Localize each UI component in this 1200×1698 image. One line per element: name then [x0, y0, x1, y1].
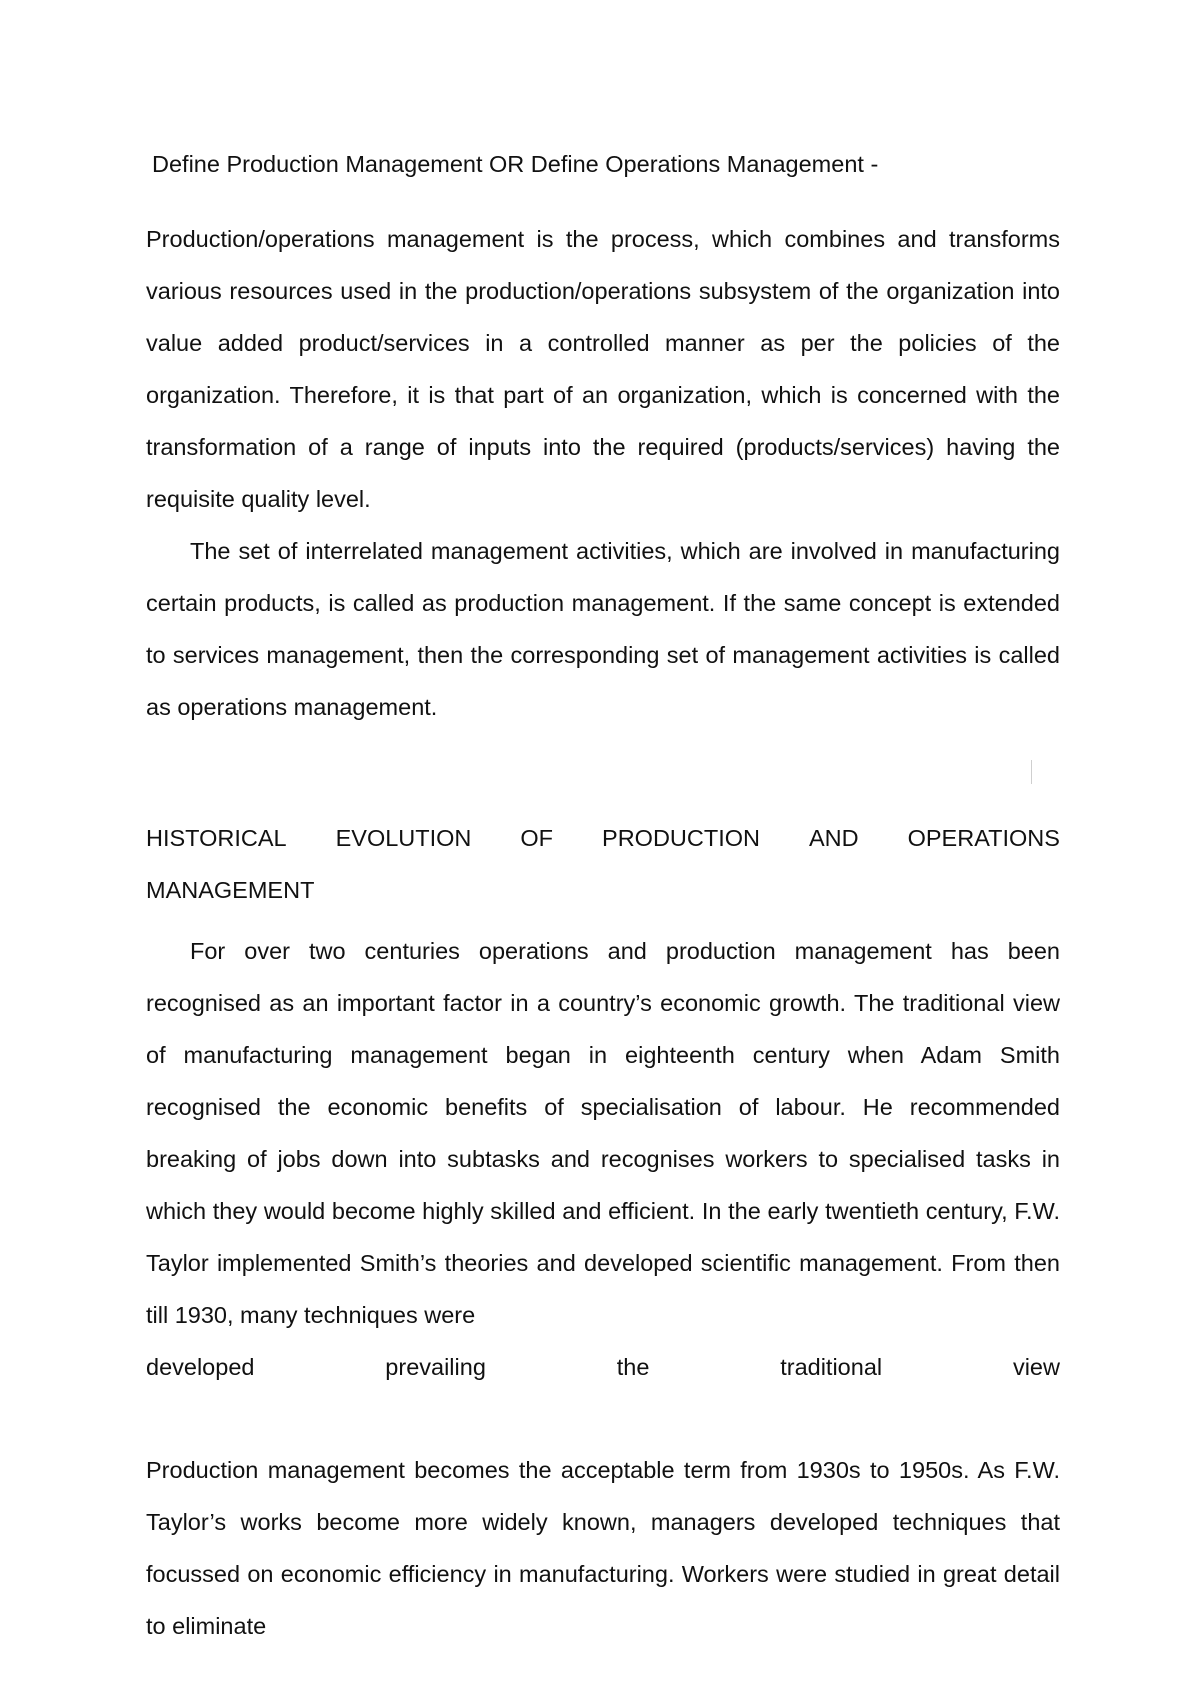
- paragraph-spread-line: [146, 1341, 1060, 1393]
- heading-word: AND: [808, 825, 859, 851]
- spread-word: developed: [146, 1354, 255, 1380]
- section-heading: [146, 812, 1060, 916]
- spread-word: traditional: [780, 1354, 883, 1380]
- paragraph-production-management-term: Production management becomes the acceptable term from 1930s to 1950s. As F.W. Taylor’s works become more widely known, managers developed techniques that focussed on economic efficiency in manufacturing. Workers were studied in great detail to eliminate: [146, 1457, 1060, 1639]
- paragraph-interrelated-activities: The set of interrelated management activities, which are involved in manufacturing certain products, is called as production management. If the same concept is extended to services management, then the corresponding set of management activities is called as operations management.: [146, 538, 1060, 720]
- spread-word: the: [616, 1354, 650, 1380]
- heading-word: OF: [520, 825, 554, 851]
- spread-word: view: [1012, 1354, 1060, 1380]
- heading-word: PRODUCTION: [602, 825, 760, 851]
- document-title: Define Production Management OR Define Operations Management -: [152, 151, 879, 177]
- heading-word: OPERATIONS: [907, 825, 1060, 851]
- heading-word: EVOLUTION: [335, 825, 472, 851]
- spread-word: prevailing: [385, 1354, 486, 1380]
- paragraph-historical-evolution: For over two centuries operations and production management has been recognised as an important factor in a country’s economic growth. The traditional view of manufacturing management began in eighteenth century when Adam Smith recognised the economic benefits of specialisation of labour. He recommended breaking of jobs down into subtasks and recognises workers to specialised tasks in which they would become highly skilled and efficient. In the early twentieth century, F.W. Taylor implemented Smith’s theories and developed scientific management. From then till 1930, many techniques were: [146, 938, 1060, 1328]
- paragraph-definition: Production/operations management is the process, which combines and transforms various resources used in the production/operations subsystem of the organization into value added product/services in a controlled manner as per the policies of the organization. Therefore, it is that part of an organization, which is concerned with the transformation of a range of inputs into the required (products/services) having the requisite quality level.: [146, 226, 1060, 512]
- text-cursor: [1031, 760, 1032, 784]
- heading-word: MANAGEMENT: [146, 877, 315, 903]
- heading-word: HISTORICAL: [146, 825, 287, 851]
